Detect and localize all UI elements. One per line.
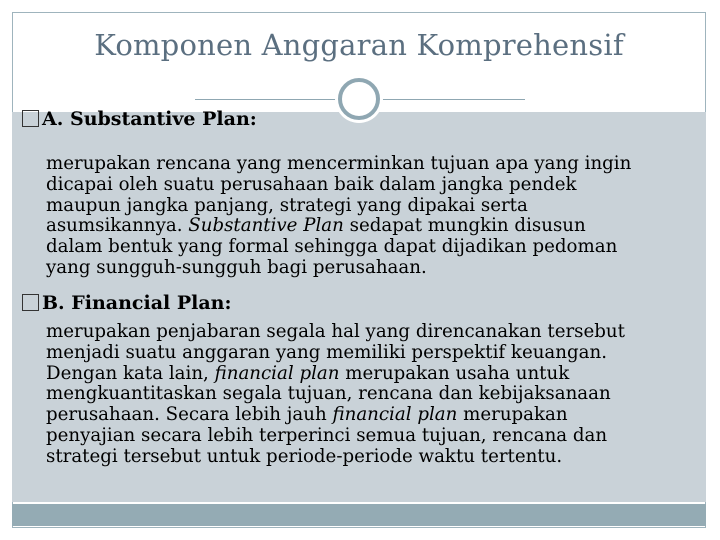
section-b-line-4: mengkuantitaskan segala tujuan, rencana dan kebijaksanaan (46, 383, 611, 405)
italic-term: financial plan (332, 404, 458, 426)
footer-bar (12, 504, 706, 526)
checkbox-bullet-icon (22, 294, 39, 311)
text-run: perusahaan. Secara lebih jauh (46, 404, 333, 426)
section-b-line-5 (46, 405, 625, 426)
section-b-line-2: menjadi suatu anggaran yang memiliki perspektif keuangan. (46, 341, 607, 363)
italic-term: financial plan (214, 362, 340, 384)
text-run: Dengan kata lain, (46, 362, 215, 384)
section-a-line-4 (46, 216, 631, 237)
section-b-line-3 (46, 364, 625, 385)
section-a-body (46, 154, 631, 279)
section-a-line-1: merupakan rencana yang mencerminkan tujuan apa yang ingin (46, 153, 632, 174)
section-a-heading-row (22, 108, 257, 131)
text-run: merupakan usaha untuk (339, 362, 570, 384)
section-b-line-7: strategi tersebut untuk periode-periode waktu tertentu. (46, 445, 563, 467)
section-b-line-1: merupakan penjabaran segala hal yang direncanakan tersebut (46, 321, 625, 342)
text-run: merupakan (457, 404, 568, 426)
content-panel (12, 108, 706, 502)
section-b-line-6: penyajian secara lebih terperinci semua tujuan, rencana dan (46, 424, 608, 446)
section-b-heading-row (22, 292, 232, 315)
slide-title: Komponen Anggaran Komprehensif (94, 28, 624, 62)
section-a-line-6: yang sungguh-sungguh bagi perusahaan. (46, 256, 427, 278)
section-b-heading: B. Financial Plan: (42, 292, 232, 314)
italic-term: Substantive Plan (188, 215, 344, 237)
checkbox-bullet-icon (22, 110, 39, 127)
section-b-body (46, 322, 625, 468)
section-a-line-3: maupun jangka panjang, strategi yang dipakai serta (46, 194, 528, 216)
section-a-line-5: dalam bentuk yang formal sehingga dapat dijadikan pedoman (46, 236, 618, 258)
text-run: sedapat mungkin disusun (343, 215, 586, 237)
section-a-heading: A. Substantive Plan: (42, 108, 257, 130)
section-a-line-2: dicapai oleh suatu perusahaan baik dalam jangka pendek (46, 173, 577, 195)
text-run: asumsikannya. (46, 215, 189, 237)
decorative-ring-icon (338, 78, 380, 120)
